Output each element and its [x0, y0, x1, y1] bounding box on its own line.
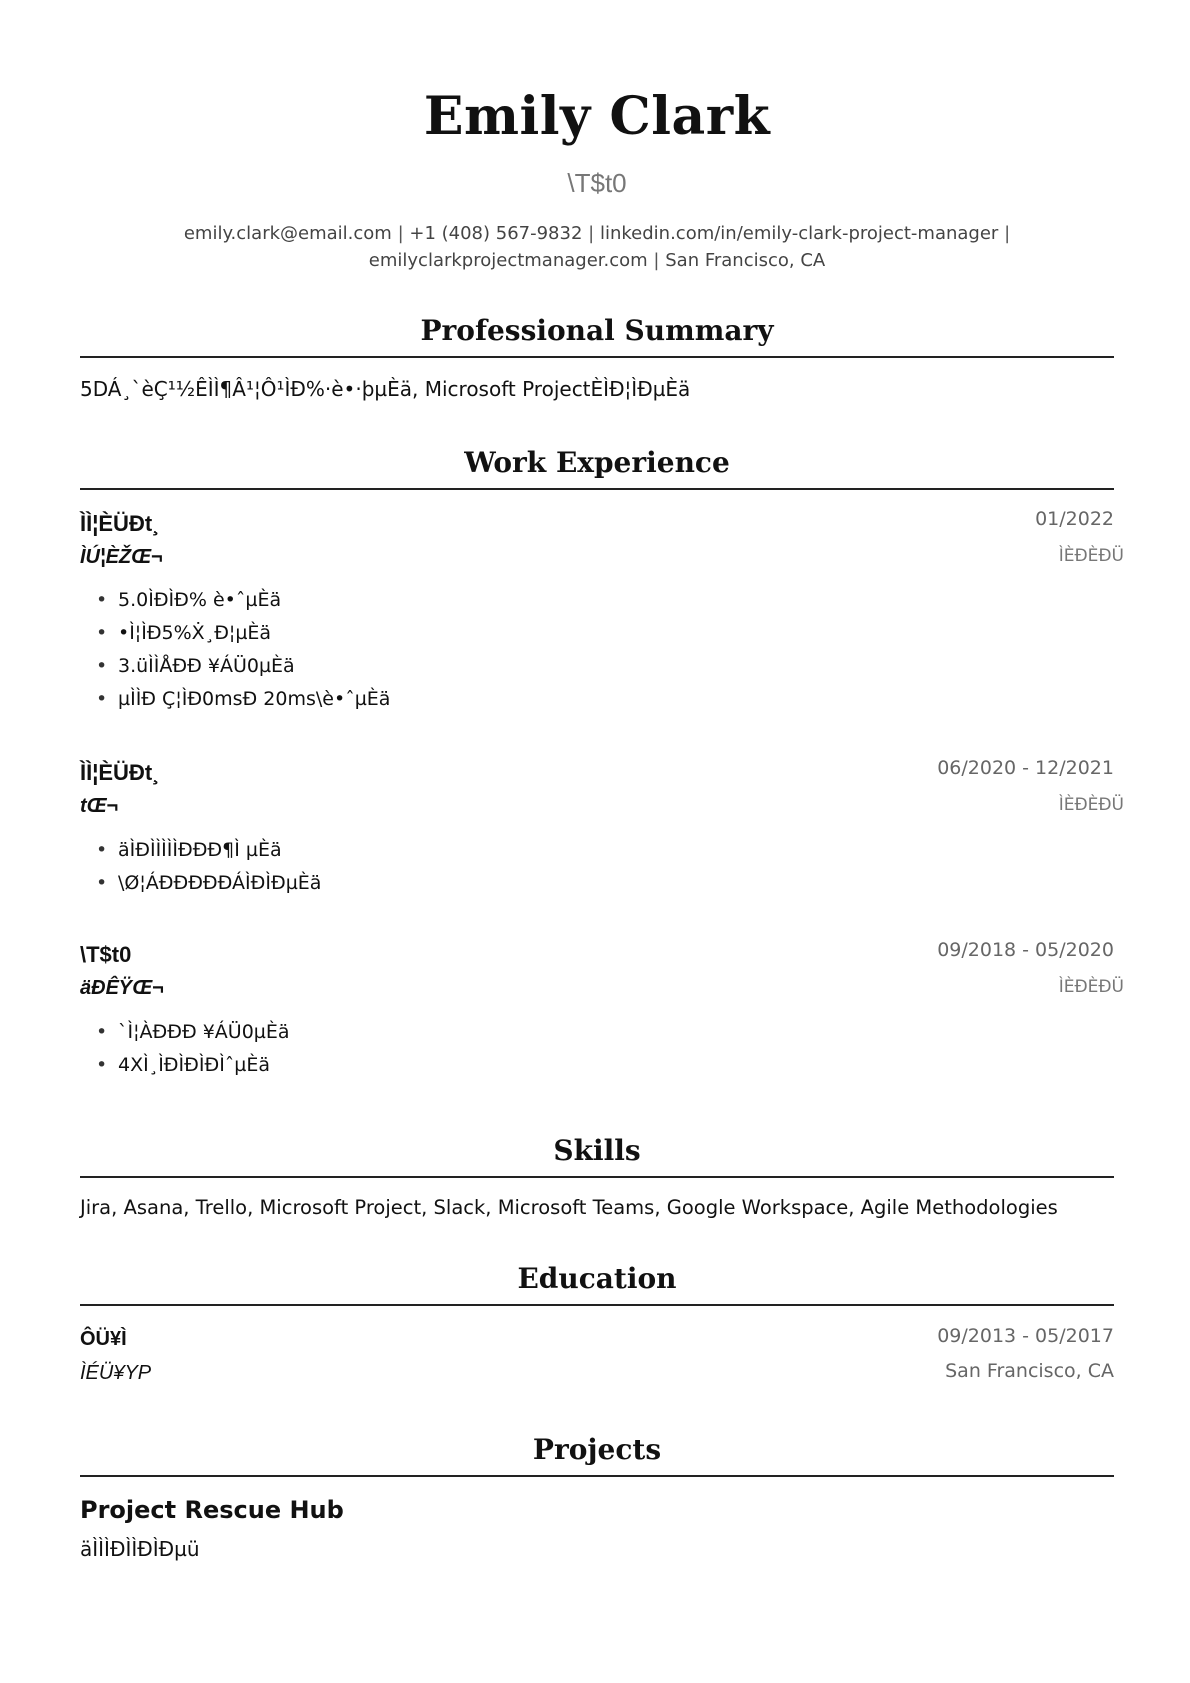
list-item: • 4XÌ¸ÌÐÌÐÌÐÌˆµÈä — [96, 1049, 290, 1082]
job-title: ÌÌ¦ÈÜÐt¸ — [80, 511, 160, 536]
job-date: 01/2022 — [1035, 508, 1114, 530]
education-location: San Francisco, CA — [945, 1360, 1114, 1382]
section-divider — [80, 1304, 1114, 1306]
job-date: 06/2020 - 12/2021 — [937, 757, 1114, 779]
job-company: tŒ¬ — [80, 795, 119, 817]
contact-info — [140, 220, 1054, 274]
section-divider — [80, 1176, 1114, 1178]
job-bullets — [96, 1016, 290, 1082]
project-description: äÌÌÌÐÌÌÐÌÐµü — [80, 1537, 200, 1561]
list-item: • 5.0ÌÐÌÐ% è•ˆµÈä — [96, 584, 390, 617]
section-divider — [80, 488, 1114, 490]
job-location: ÌÈÐÈÐÜ — [1058, 977, 1124, 997]
job-company: äÐÊŸŒ¬ — [80, 977, 164, 999]
job-location: ÌÈÐÈÐÜ — [1058, 546, 1124, 566]
contact-location: San Francisco, CA — [665, 250, 826, 271]
contact-separator: | — [653, 250, 660, 271]
job-bullets — [96, 584, 390, 716]
job-location: ÌÈÐÈÐÜ — [1058, 795, 1124, 815]
headline: \T$t0 — [567, 168, 627, 198]
education-degree: ÌÉÜ¥YP — [80, 1362, 152, 1384]
summary-heading: Professional Summary — [420, 314, 774, 347]
contact-separator: | — [397, 223, 404, 244]
job-title: \T$t0 — [80, 942, 132, 967]
job-date: 09/2018 - 05/2020 — [937, 939, 1114, 961]
contact-phone: +1 (408) 567-9832 — [409, 223, 583, 244]
section-divider — [80, 1475, 1114, 1477]
skills-text: Jira, Asana, Trello, Microsoft Project, Slack, Microsoft Teams, Google Workspace, Agile Methodologies — [80, 1196, 1058, 1219]
contact-separator: | — [1004, 223, 1011, 244]
contact-linkedin[interactable]: linkedin.com/in/emily-clark-project-manager — [599, 223, 999, 244]
candidate-name: Emily Clark — [423, 86, 771, 147]
list-item: • µÌÌÐ Ç¦ÌÐ0msÐ 20ms\è•ˆµÈä — [96, 683, 390, 716]
experience-heading: Work Experience — [464, 446, 730, 479]
skills-heading: Skills — [553, 1134, 641, 1167]
job-title: ÌÌ¦ÈÜÐt¸ — [80, 760, 160, 785]
job-bullets — [96, 834, 321, 900]
contact-website[interactable]: emilyclarkprojectmanager.com — [368, 250, 648, 271]
list-item: • •Ì¦ÌÐ5%Ẋ¸Ð¦µÈä — [96, 617, 390, 650]
contact-email[interactable]: emily.clark@email.com — [183, 223, 392, 244]
education-heading: Education — [517, 1262, 677, 1295]
list-item: • äÌÐÌÌÌÌÌÐÐÐ¶Ì µÈä — [96, 834, 321, 867]
list-item: • `Ì¦ÀÐÐÐ ¥ÁÜ0µÈä — [96, 1016, 290, 1049]
job-company: ÌÚ¦ÈŽŒ¬ — [80, 546, 163, 568]
project-name: Project Rescue Hub — [80, 1496, 344, 1524]
summary-text: 5DÁ¸`èÇ¹½ÊÌÌ¶Â¹¦Ô¹ÌÐ%·è•·þµÈä, Microsoft ProjectÈÌÐ¦ÌÐµÈä — [80, 377, 691, 401]
education-school: ÔÜ¥Ì — [80, 1328, 127, 1350]
section-divider — [80, 356, 1114, 358]
projects-heading: Projects — [532, 1433, 662, 1466]
contact-separator: | — [588, 223, 595, 244]
education-date: 09/2013 - 05/2017 — [937, 1325, 1114, 1347]
list-item: • \Ø¦ÁÐÐÐÐÐÁÌÐÌÐµÈä — [96, 867, 321, 900]
list-item: • 3.üÌÌÅÐÐ ¥ÁÜ0µÈä — [96, 650, 390, 683]
